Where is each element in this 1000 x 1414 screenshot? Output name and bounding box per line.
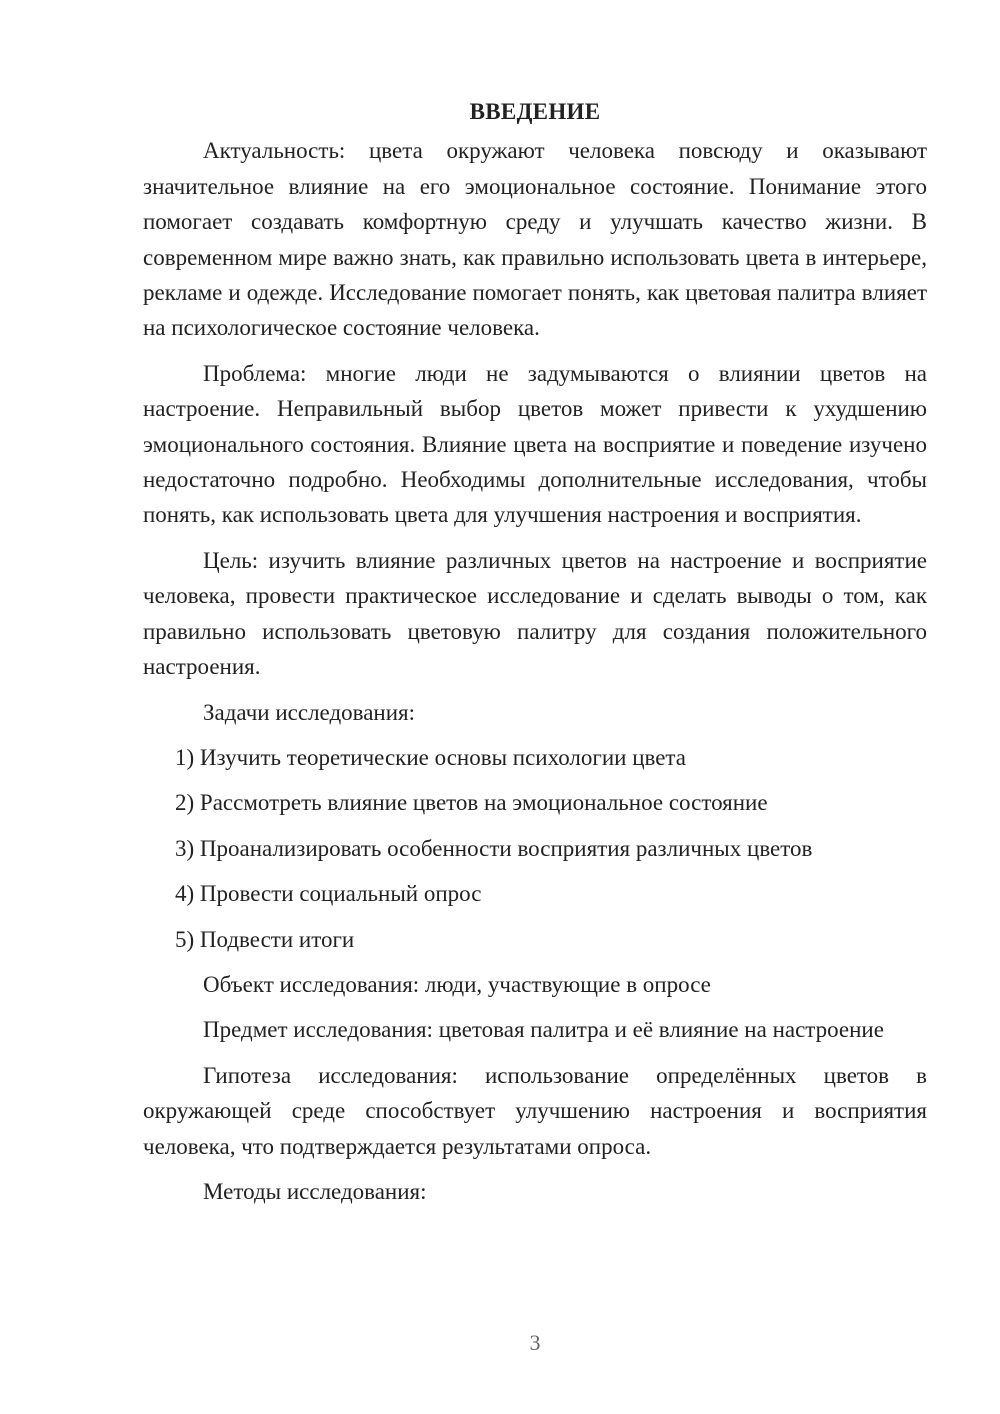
- relevance-paragraph: Актуальность: цвета окружают человека повсюду и оказывают значительное влияние на его эмоциональное состояние. Понимание этого помогает создавать комфортную среду и улучшать качество жизни. В современном мире важно знать, как правильно использовать цвета в интерьере, рекламе и одежде. Исследование помогает понять, как цветовая палитра влияет на психологическое состояние человека.: [143, 138, 927, 341]
- object-paragraph: Объект исследования: люди, участвующие в опросе: [203, 971, 711, 997]
- tasks-list: [143, 740, 927, 957]
- subject-paragraph: Предмет исследования: цветовая палитра и её влияние на настроение: [203, 1017, 884, 1043]
- goal-paragraph: Цель: изучить влияние различных цветов на настроение и восприятие человека, провести практическое исследование и сделать выводы о том, как правильно использовать цветовую палитру для создания положительного настроения.: [143, 547, 927, 680]
- section-title: ВВЕДЕНИЕ: [469, 99, 601, 124]
- list-item: 5) Подвести итоги: [175, 926, 355, 952]
- page-content: [143, 94, 927, 1219]
- list-item: 3) Проанализировать особенности восприятия различных цветов: [175, 835, 813, 861]
- problem-paragraph: Проблема: многие люди не задумываются о влиянии цветов на настроение. Неправильный выбор цветов может привести к ухудшению эмоционального состояния. Влияние цвета на восприятие и поведение изучено недостаточно подробно. Необходимы дополнительные исследования, чтобы понять, как использовать цвета для улучшения настроения и восприятия.: [143, 360, 927, 528]
- hypothesis-paragraph: Гипотеза исследования: использование определённых цветов в окружающей среде способствует улучшению настроения и восприятия человека, что подтверждается результатами опроса.: [143, 1062, 927, 1159]
- list-item: 1) Изучить теоретические основы психологии цвета: [175, 744, 686, 770]
- tasks-heading: Задачи исследования:: [203, 699, 416, 725]
- page-number: 3: [529, 1330, 541, 1355]
- methods-heading: Методы исследования:: [203, 1178, 427, 1204]
- list-item: 2) Рассмотреть влияние цветов на эмоциональное состояние: [175, 790, 768, 816]
- list-item: 4) Провести социальный опрос: [175, 881, 482, 907]
